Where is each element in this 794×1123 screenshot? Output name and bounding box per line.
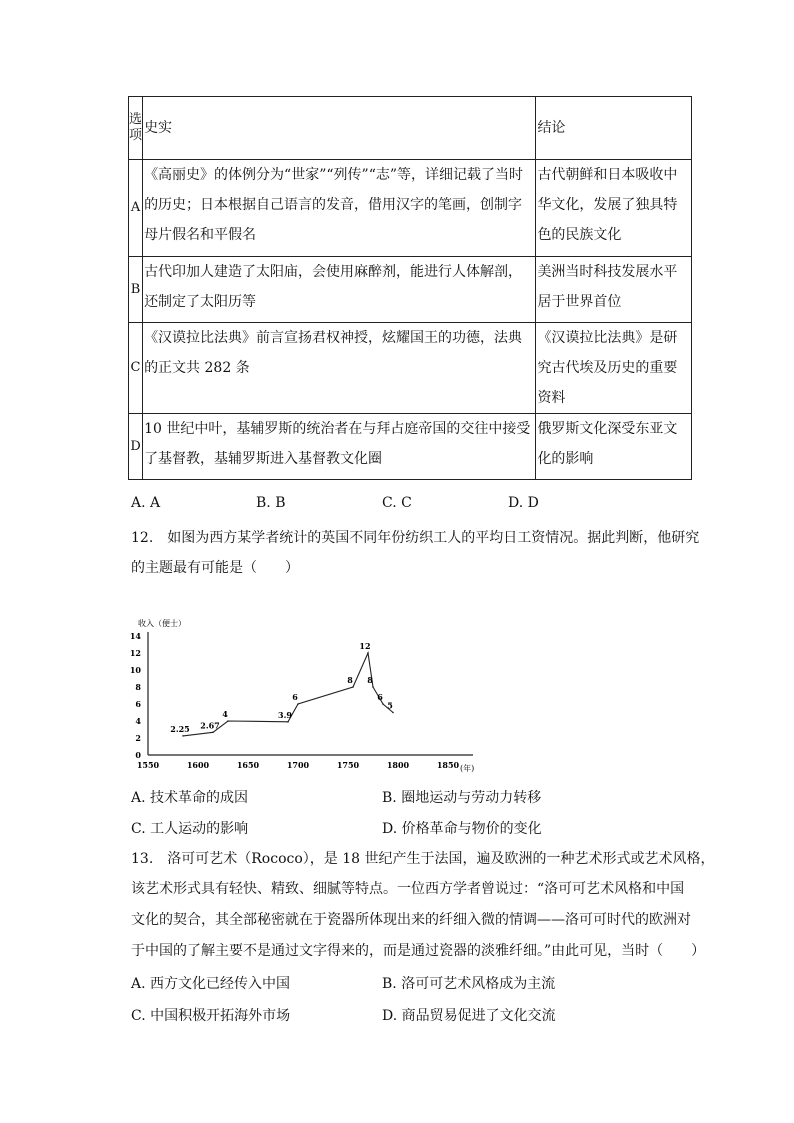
options-table [128, 96, 692, 480]
row-option: B [129, 257, 143, 323]
row-conclusion: 《汉谟拉比法典》是研究古代埃及历史的重要资料 [536, 323, 692, 414]
row-option: D [129, 414, 143, 480]
data-point [367, 652, 369, 654]
x-axis-label: (年) [460, 764, 475, 773]
data-label: 6 [377, 692, 383, 702]
q12-stem-line2: 的主题最有可能是（ ） [131, 560, 299, 576]
data-point [287, 721, 289, 723]
wage-line-chart [128, 614, 488, 774]
data-point [212, 732, 214, 734]
row-fact: 《高丽史》的体例分为“世家”“列传”“志”等，详细记载了当时的历史；日本根据自己语言的发音，借用汉字的笔画，创制字母片假名和平假名 [143, 160, 536, 257]
q11-choice-c: C. C [382, 495, 412, 511]
q11-choice-b: B. B [256, 495, 286, 511]
data-label: 3.9 [278, 709, 292, 720]
q13-choice-a: A. 西方文化已经传入中国 [131, 976, 291, 992]
x-tick-label: 1800 [386, 760, 410, 770]
table-header-row [129, 97, 692, 160]
data-point [352, 686, 354, 688]
table-row [129, 414, 692, 480]
data-label: 4 [222, 709, 228, 719]
x-tick-label: 1650 [236, 760, 260, 770]
q13-choice-d: D. 商品贸易促进了文化交流 [382, 1008, 556, 1024]
data-point [297, 703, 299, 705]
q13-stem-line3: 文化的契合，其全部秘密就在于瓷器所体现出来的纤细入微的情调——洛可可时代的欧洲对 [131, 912, 691, 928]
q13-choice-b: B. 洛可可艺术风格成为主流 [382, 976, 556, 992]
row-conclusion: 俄罗斯文化深受东亚文化的影响 [536, 414, 692, 480]
x-tick-label: 1850 [436, 760, 460, 770]
data-point [227, 720, 229, 722]
y-tick-label: 8 [135, 682, 141, 692]
y-axis-label: 收入（便士） [138, 619, 186, 628]
y-tick-label: 14 [129, 631, 141, 641]
q11-choice-a: A. A [131, 495, 161, 511]
x-tick-label: 1600 [186, 760, 210, 770]
chart-marks [170, 641, 394, 737]
q13-stem-line2: 该艺术形式具有轻快、精致、细腻等特点。一位西方学者曾说过：“洛可可艺术风格和中国 [131, 881, 685, 897]
row-fact: 古代印加人建造了太阳庙，会使用麻醉剂，能进行人体解剖，还制定了太阳历等 [143, 257, 536, 323]
data-point [392, 712, 394, 714]
q11-choice-d: D. D [508, 495, 539, 511]
y-tick-label: 2 [135, 733, 141, 743]
x-tick-label: 1700 [286, 760, 310, 770]
y-tick-label: 10 [129, 665, 141, 675]
q13-stem-line4: 于中国的了解主要不是通过文字得来的，而是通过瓷器的淡雅纤细。”由此可见，当时（ ） [131, 943, 706, 959]
row-fact: 10 世纪中叶，基辅罗斯的统治者在与拜占庭帝国的交往中接受了基督教，基辅罗斯进入基督教文化圈 [143, 414, 536, 480]
data-label: 8 [347, 675, 353, 685]
data-point [372, 686, 374, 688]
y-tick-label: 6 [135, 699, 141, 709]
q12-choice-b: B. 圈地运动与劳动力转移 [382, 790, 542, 806]
y-tick-label: 0 [135, 750, 141, 760]
chart-axes [130, 631, 473, 770]
y-tick-label: 4 [135, 716, 141, 726]
data-label: 2.25 [170, 723, 190, 734]
data-label: 8 [367, 675, 373, 685]
header-conclusion: 结论 [536, 97, 692, 160]
x-tick-label: 1750 [336, 760, 360, 770]
x-tick-label: 1550 [136, 760, 160, 770]
data-label: 2.67 [200, 720, 220, 731]
q13-stem-line1: 13. 洛可可艺术（Rococo），是 18 世纪产生于法国，遍及欧洲的一种艺术形式或艺术风格， [131, 851, 715, 867]
table-row [129, 323, 692, 414]
q12-choice-c: C. 工人运动的影响 [131, 821, 249, 837]
data-label: 6 [292, 692, 298, 702]
q12-stem-line1: 12. 如图为西方某学者统计的英国不同年份纺织工人的平均日工资情况。据此判断，他研究 [131, 530, 700, 546]
table-row [129, 160, 692, 257]
q12-choice-d: D. 价格革命与物价的变化 [382, 821, 542, 837]
q12-choice-a: A. 技术革命的成因 [131, 790, 249, 806]
row-conclusion: 美洲当时科技发展水平居于世界首位 [536, 257, 692, 323]
data-point [182, 735, 184, 737]
header-fact: 史实 [143, 97, 536, 160]
y-tick-label: 12 [129, 648, 141, 658]
row-option: C [129, 323, 143, 414]
data-label: 12 [359, 641, 371, 651]
data-label: 5 [387, 700, 393, 711]
header-option: 选项 [129, 97, 143, 160]
row-option: A [129, 160, 143, 257]
table-row [129, 257, 692, 323]
q13-choice-c: C. 中国积极开拓海外市场 [131, 1008, 291, 1024]
row-conclusion: 古代朝鲜和日本吸收中华文化，发展了独具特色的民族文化 [536, 160, 692, 257]
row-fact: 《汉谟拉比法典》前言宣扬君权神授，炫耀国王的功德，法典的正文共 282 条 [143, 323, 536, 414]
data-point [382, 703, 384, 705]
